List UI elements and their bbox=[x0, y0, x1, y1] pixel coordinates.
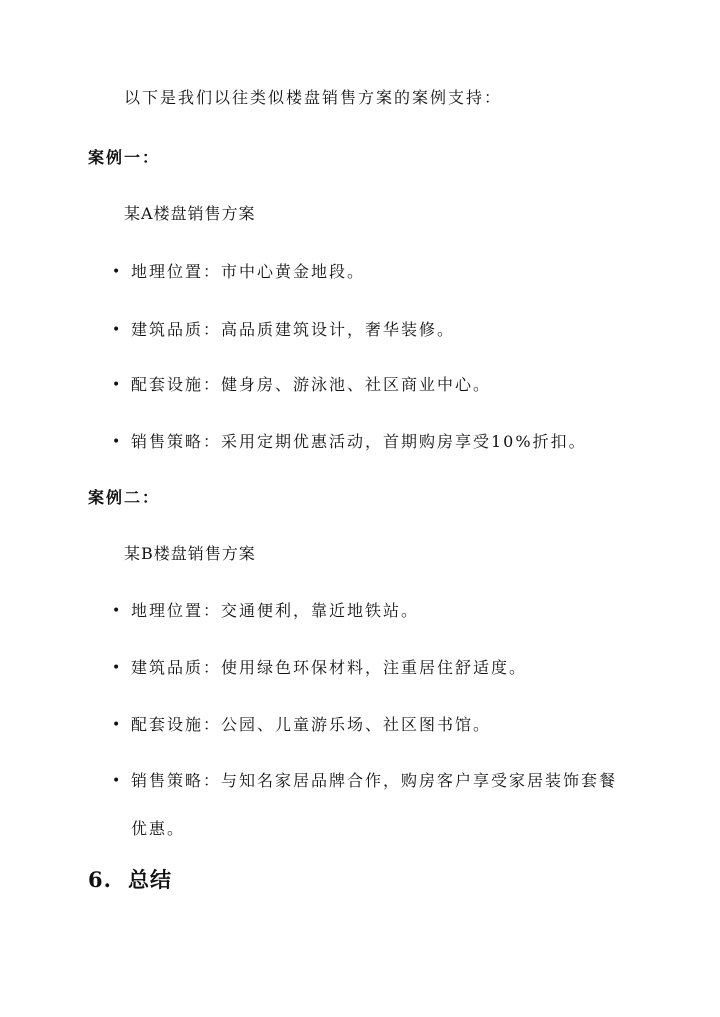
list-item-text: 销售策略：采用定期优惠活动，首期购房享受10%折扣。 bbox=[131, 432, 587, 451]
bullet-icon: • bbox=[112, 434, 123, 450]
case-1-title: 某A楼盘销售方案 bbox=[124, 204, 256, 223]
list-item-text: 地理位置：交通便利，靠近地铁站。 bbox=[131, 601, 420, 620]
section-title: 总结 bbox=[128, 867, 172, 892]
list-item-text: 配套设施：公园、儿童游乐场、社区图书馆。 bbox=[131, 715, 492, 734]
list-item-text: 建筑品质：使用绿色环保材料，注重居住舒适度。 bbox=[131, 658, 528, 677]
list-item-text: 销售策略：与知名家居品牌合作，购房客户享受家居装饰套餐优惠。 bbox=[131, 771, 618, 838]
bullet-icon: • bbox=[112, 322, 123, 338]
list-item-text: 地理位置：市中心黄金地段。 bbox=[131, 262, 366, 281]
section-number: 6. bbox=[88, 867, 112, 892]
list-item-text: 建筑品质：高品质建筑设计，奢华装修。 bbox=[131, 320, 456, 339]
bullet-icon: • bbox=[112, 717, 123, 733]
list-item-text: 配套设施：健身房、游泳池、社区商业中心。 bbox=[131, 375, 492, 394]
case-2-title: 某B楼盘销售方案 bbox=[124, 544, 256, 563]
case-2-heading: 案例二： bbox=[88, 488, 161, 507]
intro-paragraph: 以下是我们以往类似楼盘销售方案的案例支持： bbox=[124, 88, 503, 107]
case-1-heading: 案例一： bbox=[88, 148, 161, 167]
bullet-icon: • bbox=[112, 773, 123, 789]
section-heading bbox=[88, 866, 172, 894]
bullet-icon: • bbox=[112, 603, 123, 619]
bullet-icon: • bbox=[112, 660, 123, 676]
bullet-icon: • bbox=[112, 264, 123, 280]
bullet-icon: • bbox=[112, 377, 123, 393]
